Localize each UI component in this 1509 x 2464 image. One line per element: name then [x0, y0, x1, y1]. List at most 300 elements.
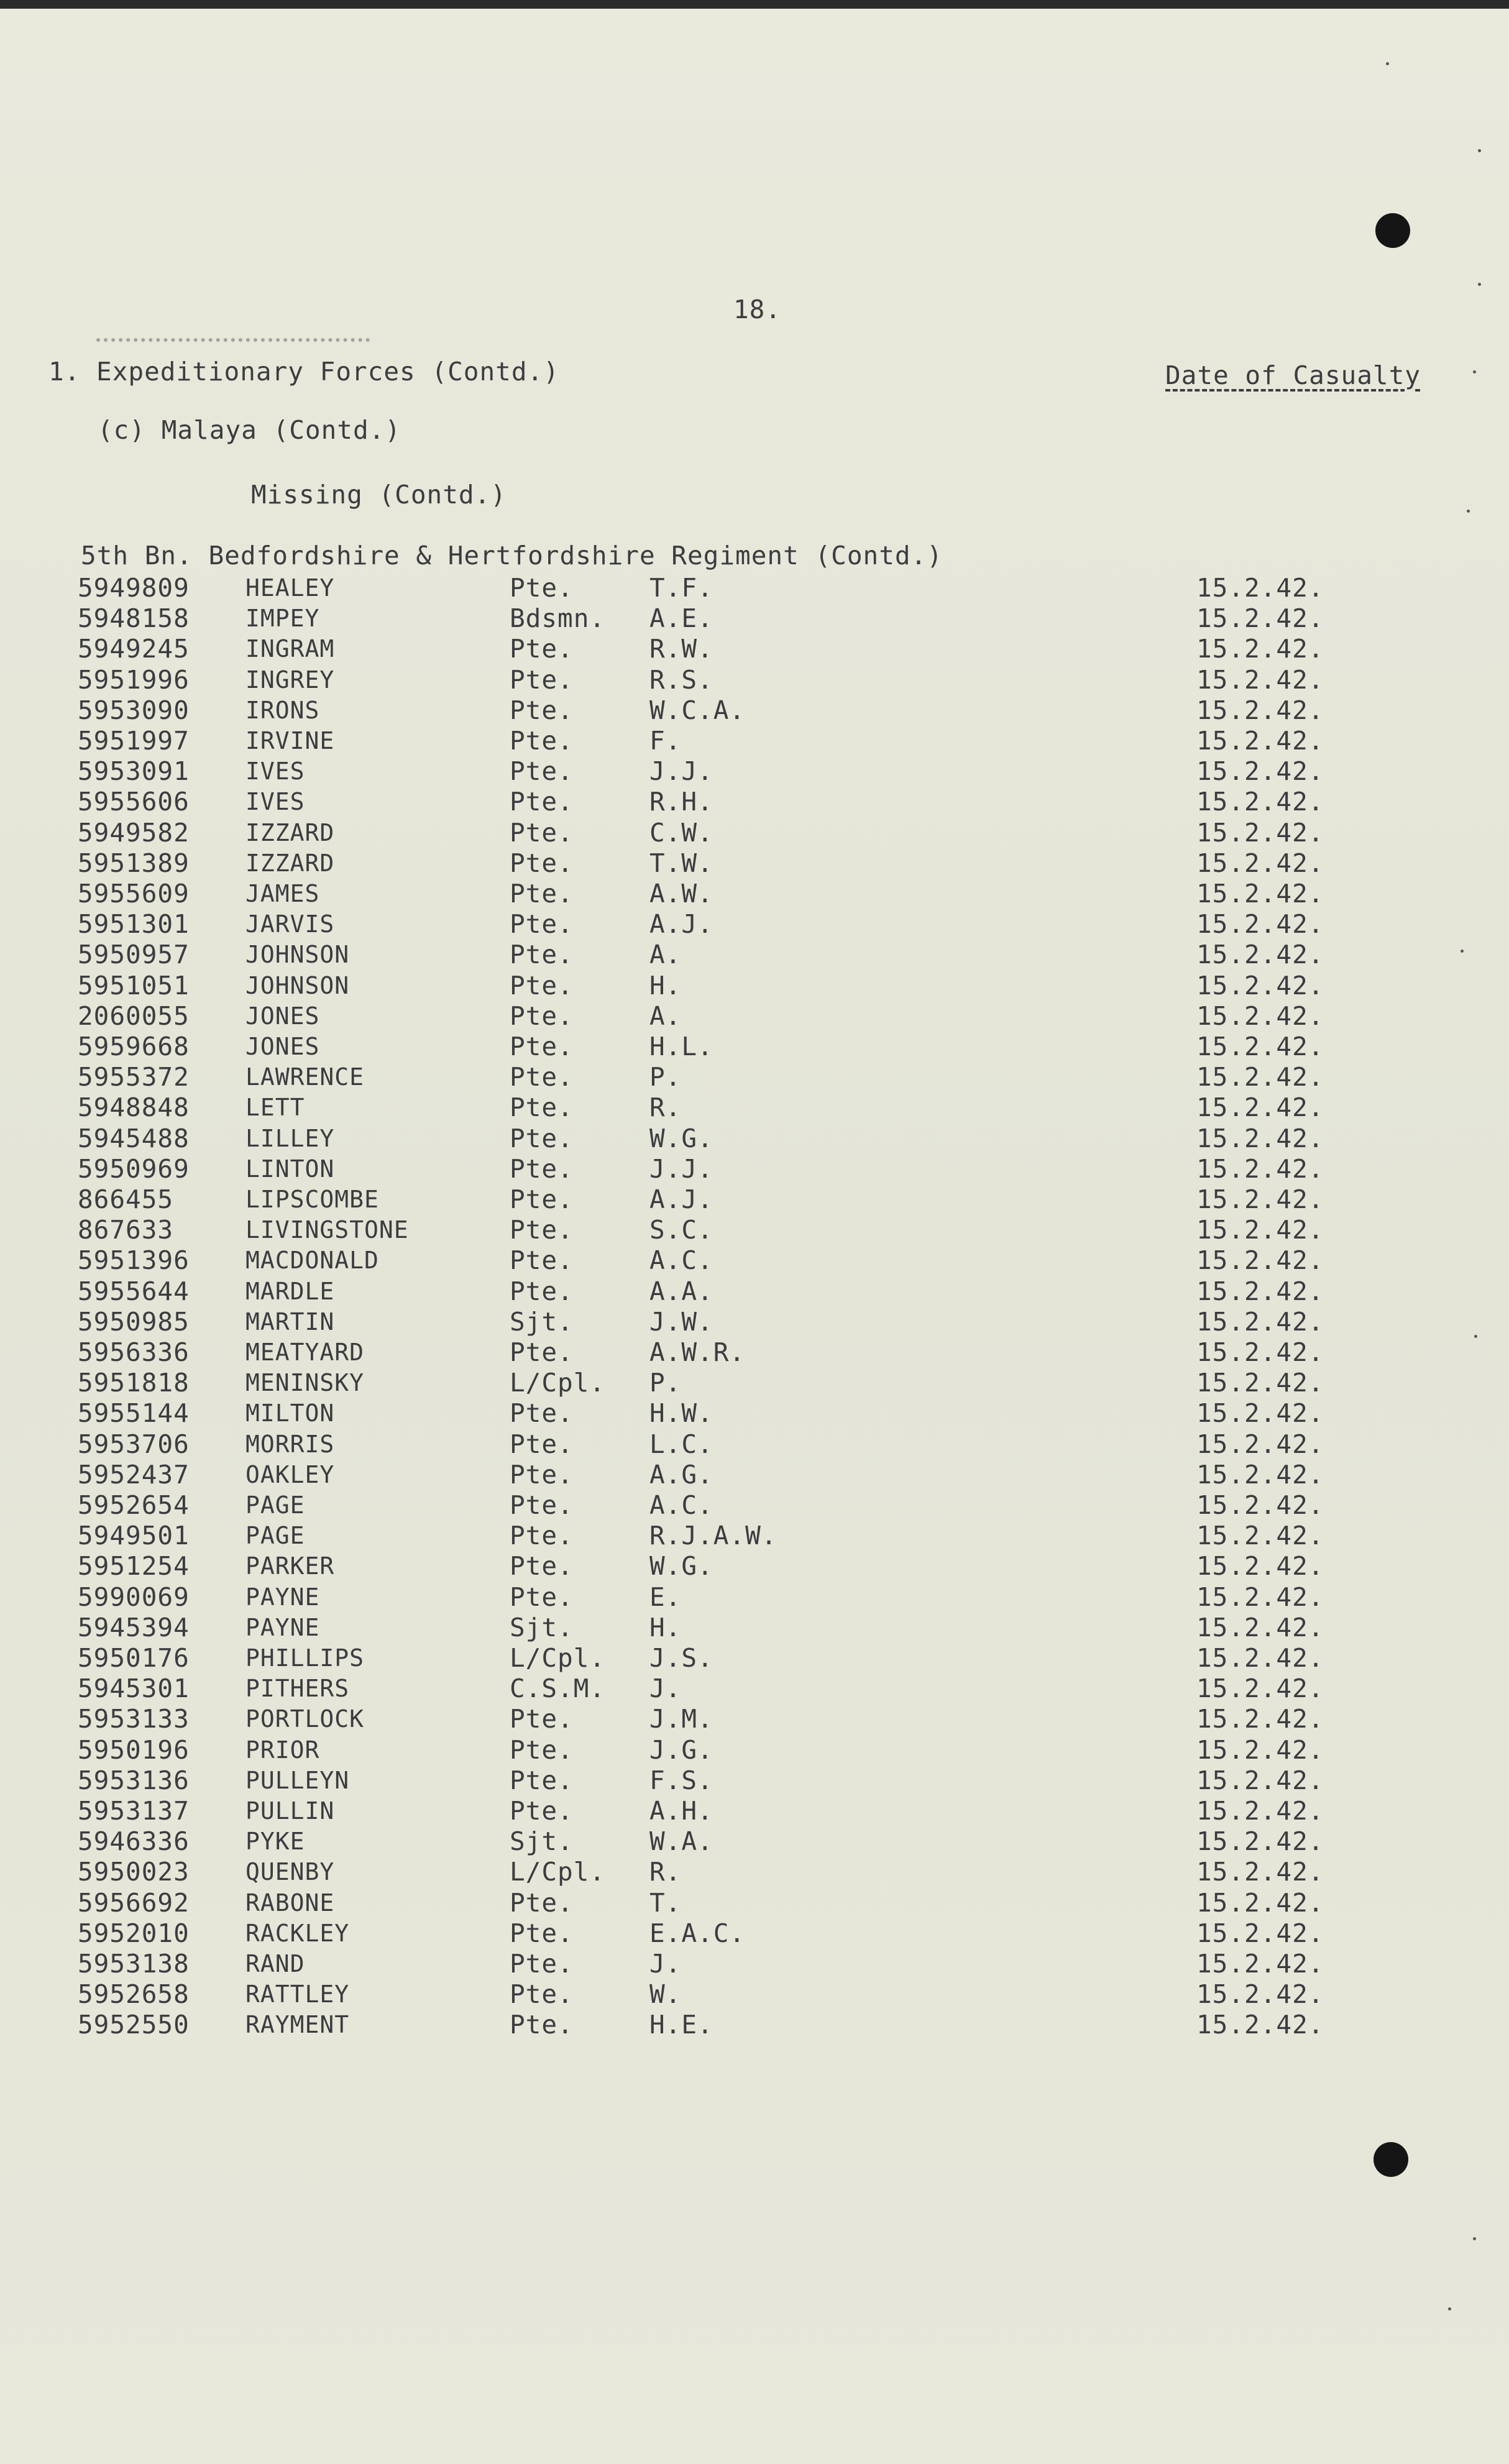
initials: J.S. — [649, 1643, 713, 1673]
initials: A.E. — [649, 603, 713, 634]
table-row — [0, 1460, 1509, 1490]
surname: IRVINE — [245, 727, 335, 754]
initials: A.W. — [649, 879, 713, 909]
surname: MENINSKY — [245, 1369, 365, 1397]
rank: Pte. — [510, 1949, 574, 1979]
casualty-date: 15.2.42. — [1196, 603, 1324, 634]
initials: J. — [649, 1674, 682, 1704]
initials: A.C. — [649, 1490, 713, 1520]
service-number: 2060055 — [78, 1001, 190, 1031]
surname: INGRAM — [245, 635, 335, 663]
service-number: 5949582 — [78, 817, 190, 848]
service-number: 5953091 — [78, 756, 190, 787]
table-row — [0, 756, 1509, 787]
surname: PHILLIPS — [245, 1644, 365, 1672]
service-number: 5945301 — [78, 1674, 190, 1704]
surname: PARKER — [245, 1552, 335, 1580]
surname: IZZARD — [245, 818, 335, 846]
table-row — [0, 1857, 1509, 1887]
rank: Pte. — [510, 695, 574, 725]
service-number: 5953090 — [78, 695, 190, 725]
rank: Pte. — [510, 1062, 574, 1092]
table-row — [0, 1184, 1509, 1215]
service-number: 5951051 — [78, 970, 190, 1001]
initials: A. — [649, 1001, 682, 1031]
casualty-date: 15.2.42. — [1196, 1306, 1324, 1337]
table-row — [0, 2010, 1509, 2040]
casualty-date: 15.2.42. — [1196, 1765, 1324, 1795]
status-heading: Missing (Contd.) — [251, 480, 507, 510]
service-number: 5953137 — [78, 1796, 190, 1826]
initials: A.A. — [649, 1276, 713, 1306]
casualty-date: 15.2.42. — [1196, 664, 1324, 695]
rank: C.S.M. — [510, 1674, 606, 1704]
table-row — [0, 1766, 1509, 1796]
surname: IZZARD — [245, 849, 335, 877]
initials: A. — [649, 940, 682, 970]
surname: RAYMENT — [245, 2011, 350, 2039]
scan-top-edge — [0, 0, 1509, 9]
casualty-date: 15.2.42. — [1196, 1398, 1324, 1429]
table-row — [0, 1796, 1509, 1826]
punch-hole-top — [1375, 213, 1410, 248]
service-number: 5945488 — [78, 1123, 190, 1153]
surname: RABONE — [245, 1889, 335, 1917]
surname: LETT — [245, 1094, 305, 1122]
service-number: 5953706 — [78, 1429, 190, 1459]
surname: MILTON — [245, 1399, 335, 1427]
casualty-date: 15.2.42. — [1196, 1582, 1324, 1612]
casualty-date: 15.2.42. — [1196, 940, 1324, 970]
rank: L/Cpl. — [510, 1643, 606, 1673]
service-number: 5952437 — [78, 1459, 190, 1490]
rank: Pte. — [510, 1337, 574, 1367]
table-row — [0, 1124, 1509, 1154]
initials: P. — [649, 1062, 682, 1092]
initials: H.L. — [649, 1032, 713, 1061]
initials: E. — [649, 1582, 682, 1612]
initials: J.M. — [649, 1704, 713, 1734]
surname: MARTIN — [245, 1308, 335, 1335]
service-number: 5990069 — [78, 1582, 190, 1612]
initials: T.F. — [649, 573, 713, 603]
service-number: 5948158 — [78, 603, 190, 634]
table-row — [0, 1918, 1509, 1949]
rank: L/Cpl. — [510, 1857, 606, 1887]
casualty-date: 15.2.42. — [1196, 1215, 1324, 1245]
service-number: 5949501 — [78, 1521, 190, 1551]
casualty-date: 15.2.42. — [1196, 1123, 1324, 1153]
service-number: 5955372 — [78, 1062, 190, 1092]
initials: W. — [649, 1979, 682, 2010]
surname: LAWRENCE — [245, 1063, 365, 1091]
initials: R. — [649, 1092, 682, 1123]
surname: RACKLEY — [245, 1919, 350, 1947]
rank: Pte. — [510, 817, 574, 848]
struck-out-heading — [96, 311, 370, 342]
casualty-date: 15.2.42. — [1196, 1704, 1324, 1734]
initials: H.W. — [649, 1398, 713, 1429]
surname: HEALEY — [245, 574, 335, 602]
table-row — [0, 848, 1509, 879]
table-row — [0, 634, 1509, 664]
casualty-date: 15.2.42. — [1196, 1949, 1324, 1979]
rank: Pte. — [510, 1551, 574, 1582]
casualty-date: 15.2.42. — [1196, 909, 1324, 940]
initials: S.C. — [649, 1215, 713, 1245]
casualty-date: 15.2.42. — [1196, 1643, 1324, 1673]
table-row — [0, 665, 1509, 695]
table-row — [0, 1032, 1509, 1062]
casualty-date: 15.2.42. — [1196, 1612, 1324, 1642]
table-row — [0, 695, 1509, 726]
rank: Pte. — [510, 848, 574, 878]
table-row — [0, 1704, 1509, 1734]
surname: RATTLEY — [245, 1981, 350, 2008]
surname: PYKE — [245, 1828, 305, 1856]
initials: A.J. — [649, 1184, 713, 1214]
service-number: 5950969 — [78, 1153, 190, 1184]
rank: Pte. — [510, 1459, 574, 1490]
initials: F.S. — [649, 1765, 713, 1795]
table-row — [0, 1521, 1509, 1551]
casualty-date: 15.2.42. — [1196, 1857, 1324, 1887]
table-row — [0, 1062, 1509, 1092]
casualty-date: 15.2.42. — [1196, 817, 1324, 848]
rank: Pte. — [510, 1887, 574, 1918]
surname: RAND — [245, 1950, 305, 1977]
initials: R.J.A.W. — [649, 1521, 777, 1551]
surname: JOHNSON — [245, 941, 350, 969]
surname: JARVIS — [245, 910, 335, 938]
rank: Pte. — [510, 909, 574, 940]
surname: IMPEY — [245, 605, 320, 633]
table-row — [0, 1398, 1509, 1429]
initials: P. — [649, 1368, 682, 1398]
service-number: 5948848 — [78, 1092, 190, 1123]
service-number: 5952654 — [78, 1490, 190, 1520]
casualty-date: 15.2.42. — [1196, 1032, 1324, 1061]
date-of-casualty-header: Date of Casualty — [1165, 360, 1421, 390]
service-number: 5951254 — [78, 1551, 190, 1582]
rank: Pte. — [510, 1032, 574, 1061]
surname: PAYNE — [245, 1583, 320, 1611]
initials: J.W. — [649, 1306, 713, 1337]
initials: T.W. — [649, 848, 713, 878]
initials: J.J. — [649, 756, 713, 787]
surname: MEATYARD — [245, 1339, 365, 1366]
casualty-date: 15.2.42. — [1196, 726, 1324, 756]
initials: A.J. — [649, 909, 713, 940]
casualty-date: 15.2.42. — [1196, 970, 1324, 1001]
casualty-date: 15.2.42. — [1196, 1429, 1324, 1459]
initials: L.C. — [649, 1429, 713, 1459]
rank: L/Cpl. — [510, 1368, 606, 1398]
rank: Pte. — [510, 940, 574, 970]
surname: IRONS — [245, 696, 320, 724]
punch-hole-bottom — [1374, 2142, 1408, 2177]
casualty-date: 15.2.42. — [1196, 1674, 1324, 1704]
table-row — [0, 1276, 1509, 1307]
rank: Pte. — [510, 1765, 574, 1795]
casualty-date: 15.2.42. — [1196, 1184, 1324, 1214]
table-row — [0, 1643, 1509, 1674]
surname: JONES — [245, 1002, 320, 1030]
table-row — [0, 1949, 1509, 1979]
service-number: 5955609 — [78, 879, 190, 909]
surname: PAYNE — [245, 1613, 320, 1641]
casualty-date: 15.2.42. — [1196, 634, 1324, 664]
surname: PRIOR — [245, 1736, 320, 1764]
casualty-date: 15.2.42. — [1196, 787, 1324, 817]
rank: Pte. — [510, 726, 574, 756]
surname: JONES — [245, 1033, 320, 1060]
service-number: 5955144 — [78, 1398, 190, 1429]
surname: PITHERS — [245, 1675, 350, 1703]
table-row — [0, 1979, 1509, 2010]
surname: MORRIS — [245, 1430, 335, 1458]
service-number: 5946336 — [78, 1826, 190, 1857]
initials: A.W.R. — [649, 1337, 746, 1367]
rank: Pte. — [510, 1429, 574, 1459]
initials: C.W. — [649, 817, 713, 848]
service-number: 5951396 — [78, 1245, 190, 1276]
rank: Pte. — [510, 1398, 574, 1429]
casualty-date: 15.2.42. — [1196, 1001, 1324, 1031]
casualty-date: 15.2.42. — [1196, 695, 1324, 725]
surname: LIPSCOMBE — [245, 1186, 379, 1213]
service-number: 5953133 — [78, 1704, 190, 1734]
rank: Pte. — [510, 1123, 574, 1153]
table-row — [0, 1307, 1509, 1337]
service-number: 866455 — [78, 1184, 174, 1214]
casualty-date: 15.2.42. — [1196, 1979, 1324, 2010]
service-number: 5950176 — [78, 1643, 190, 1673]
initials: H.E. — [649, 2010, 713, 2040]
rank: Pte. — [510, 1521, 574, 1551]
table-row — [0, 1613, 1509, 1643]
rank: Pte. — [510, 2010, 574, 2040]
table-row — [0, 1368, 1509, 1398]
service-number: 5945394 — [78, 1612, 190, 1642]
table-row — [0, 1826, 1509, 1857]
service-number: 5959668 — [78, 1032, 190, 1061]
casualty-date: 15.2.42. — [1196, 848, 1324, 878]
table-row — [0, 603, 1509, 634]
speck — [1478, 149, 1481, 152]
rank: Sjt. — [510, 1826, 574, 1857]
table-row — [0, 1001, 1509, 1032]
table-row — [0, 1154, 1509, 1184]
rank: Pte. — [510, 1001, 574, 1031]
initials: W.C.A. — [649, 695, 746, 725]
surname: IVES — [245, 788, 305, 816]
surname: PAGE — [245, 1522, 305, 1550]
initials: A.H. — [649, 1796, 713, 1826]
initials: R.W. — [649, 634, 713, 664]
service-number: 5951301 — [78, 909, 190, 940]
table-row — [0, 1245, 1509, 1276]
service-number: 5955644 — [78, 1276, 190, 1306]
surname: OAKLEY — [245, 1460, 335, 1488]
casualty-date: 15.2.42. — [1196, 1918, 1324, 1948]
rank: Pte. — [510, 1215, 574, 1245]
surname: LILLEY — [245, 1124, 335, 1152]
subsection-heading: (c) Malaya (Contd.) — [98, 415, 401, 445]
casualty-date: 15.2.42. — [1196, 1887, 1324, 1918]
initials: A.C. — [649, 1245, 713, 1276]
table-row — [0, 1215, 1509, 1245]
initials: R.S. — [649, 664, 713, 695]
rank: Pte. — [510, 970, 574, 1001]
rank: Pte. — [510, 1734, 574, 1765]
initials: H. — [649, 1612, 682, 1642]
page-number: 18. — [733, 295, 782, 324]
service-number: 5951818 — [78, 1368, 190, 1398]
initials: A.G. — [649, 1459, 713, 1490]
rank: Sjt. — [510, 1612, 574, 1642]
rank: Pte. — [510, 1979, 574, 2010]
table-row — [0, 909, 1509, 940]
table-row — [0, 1490, 1509, 1521]
surname: JAMES — [245, 880, 320, 907]
casualty-date: 15.2.42. — [1196, 1459, 1324, 1490]
rank: Sjt. — [510, 1306, 574, 1337]
rank: Pte. — [510, 879, 574, 909]
casualty-date: 15.2.42. — [1196, 1368, 1324, 1398]
rank: Pte. — [510, 1153, 574, 1184]
surname: LINTON — [245, 1155, 335, 1183]
speck — [1448, 2307, 1451, 2311]
surname: PULLIN — [245, 1797, 335, 1825]
surname: IVES — [245, 758, 305, 785]
service-number: 5952010 — [78, 1918, 190, 1948]
table-row — [0, 787, 1509, 817]
service-number: 5951389 — [78, 848, 190, 878]
initials: J.G. — [649, 1734, 713, 1765]
casualty-date: 15.2.42. — [1196, 1521, 1324, 1551]
casualty-date: 15.2.42. — [1196, 573, 1324, 603]
rank: Pte. — [510, 787, 574, 817]
speck — [1386, 62, 1389, 65]
casualty-date: 15.2.42. — [1196, 1337, 1324, 1367]
casualty-date: 15.2.42. — [1196, 1490, 1324, 1520]
rank: Pte. — [510, 1796, 574, 1826]
table-row — [0, 1674, 1509, 1704]
speck — [1478, 283, 1481, 286]
table-row — [0, 1735, 1509, 1766]
casualty-date: 15.2.42. — [1196, 756, 1324, 787]
service-number: 867633 — [78, 1215, 174, 1245]
table-row — [0, 1092, 1509, 1123]
service-number: 5952658 — [78, 1979, 190, 2010]
initials: T. — [649, 1887, 682, 1918]
table-row — [0, 1429, 1509, 1460]
table-row — [0, 940, 1509, 970]
rank: Pte. — [510, 1918, 574, 1948]
rank: Pte. — [510, 664, 574, 695]
casualty-date: 15.2.42. — [1196, 1826, 1324, 1857]
table-row — [0, 573, 1509, 603]
rank: Pte. — [510, 1184, 574, 1214]
surname: PAGE — [245, 1491, 305, 1519]
rank: Pte. — [510, 1245, 574, 1276]
initials: W.A. — [649, 1826, 713, 1857]
surname: MACDONALD — [245, 1247, 379, 1275]
surname: PORTLOCK — [245, 1705, 365, 1733]
section-heading: 1. Expeditionary Forces (Contd.) — [48, 357, 559, 387]
rank: Pte. — [510, 634, 574, 664]
casualty-date: 15.2.42. — [1196, 1245, 1324, 1276]
table-row — [0, 818, 1509, 848]
casualty-date: 15.2.42. — [1196, 1734, 1324, 1765]
initials: W.G. — [649, 1123, 713, 1153]
casualty-date: 15.2.42. — [1196, 1062, 1324, 1092]
casualty-date: 15.2.42. — [1196, 1092, 1324, 1123]
table-row — [0, 1888, 1509, 1918]
casualty-date: 15.2.42. — [1196, 1276, 1324, 1306]
unit-heading: 5th Bn. Bedfordshire & Hertfordshire Regiment (Contd.) — [81, 541, 943, 570]
service-number: 5950957 — [78, 940, 190, 970]
surname: JOHNSON — [245, 971, 350, 999]
service-number: 5953136 — [78, 1765, 190, 1795]
service-number: 5955606 — [78, 787, 190, 817]
rank: Pte. — [510, 756, 574, 787]
service-number: 5949245 — [78, 634, 190, 664]
speck — [1473, 2237, 1476, 2240]
rank: Pte. — [510, 1092, 574, 1123]
rank: Bdsmn. — [510, 603, 606, 634]
speck — [1473, 370, 1476, 373]
casualty-date: 15.2.42. — [1196, 1153, 1324, 1184]
initials: E.A.C. — [649, 1918, 746, 1948]
surname: LIVINGSTONE — [245, 1216, 409, 1244]
service-number: 5951997 — [78, 726, 190, 756]
service-number: 5950196 — [78, 1734, 190, 1765]
service-number: 5950023 — [78, 1857, 190, 1887]
initials: R. — [649, 1857, 682, 1887]
service-number: 5952550 — [78, 2010, 190, 2040]
table-row — [0, 1551, 1509, 1582]
initials: H. — [649, 970, 682, 1001]
rank: Pte. — [510, 1276, 574, 1306]
table-row — [0, 1582, 1509, 1613]
service-number: 5956692 — [78, 1887, 190, 1918]
rank: Pte. — [510, 1704, 574, 1734]
casualty-date: 15.2.42. — [1196, 879, 1324, 909]
initials: R.H. — [649, 787, 713, 817]
table-row — [0, 726, 1509, 756]
casualty-date: 15.2.42. — [1196, 2010, 1324, 2040]
rank: Pte. — [510, 1490, 574, 1520]
table-row — [0, 879, 1509, 909]
table-row — [0, 971, 1509, 1001]
surname: QUENBY — [245, 1858, 335, 1886]
casualty-date: 15.2.42. — [1196, 1551, 1324, 1582]
table-row — [0, 1337, 1509, 1368]
service-number: 5950985 — [78, 1306, 190, 1337]
service-number: 5956336 — [78, 1337, 190, 1367]
surname: INGREY — [245, 666, 335, 694]
surname: MARDLE — [245, 1277, 335, 1305]
rank: Pte. — [510, 573, 574, 603]
rank: Pte. — [510, 1582, 574, 1612]
initials: J.J. — [649, 1153, 713, 1184]
initials: F. — [649, 726, 682, 756]
initials: J. — [649, 1949, 682, 1979]
surname: PULLEYN — [245, 1766, 350, 1794]
service-number: 5951996 — [78, 664, 190, 695]
